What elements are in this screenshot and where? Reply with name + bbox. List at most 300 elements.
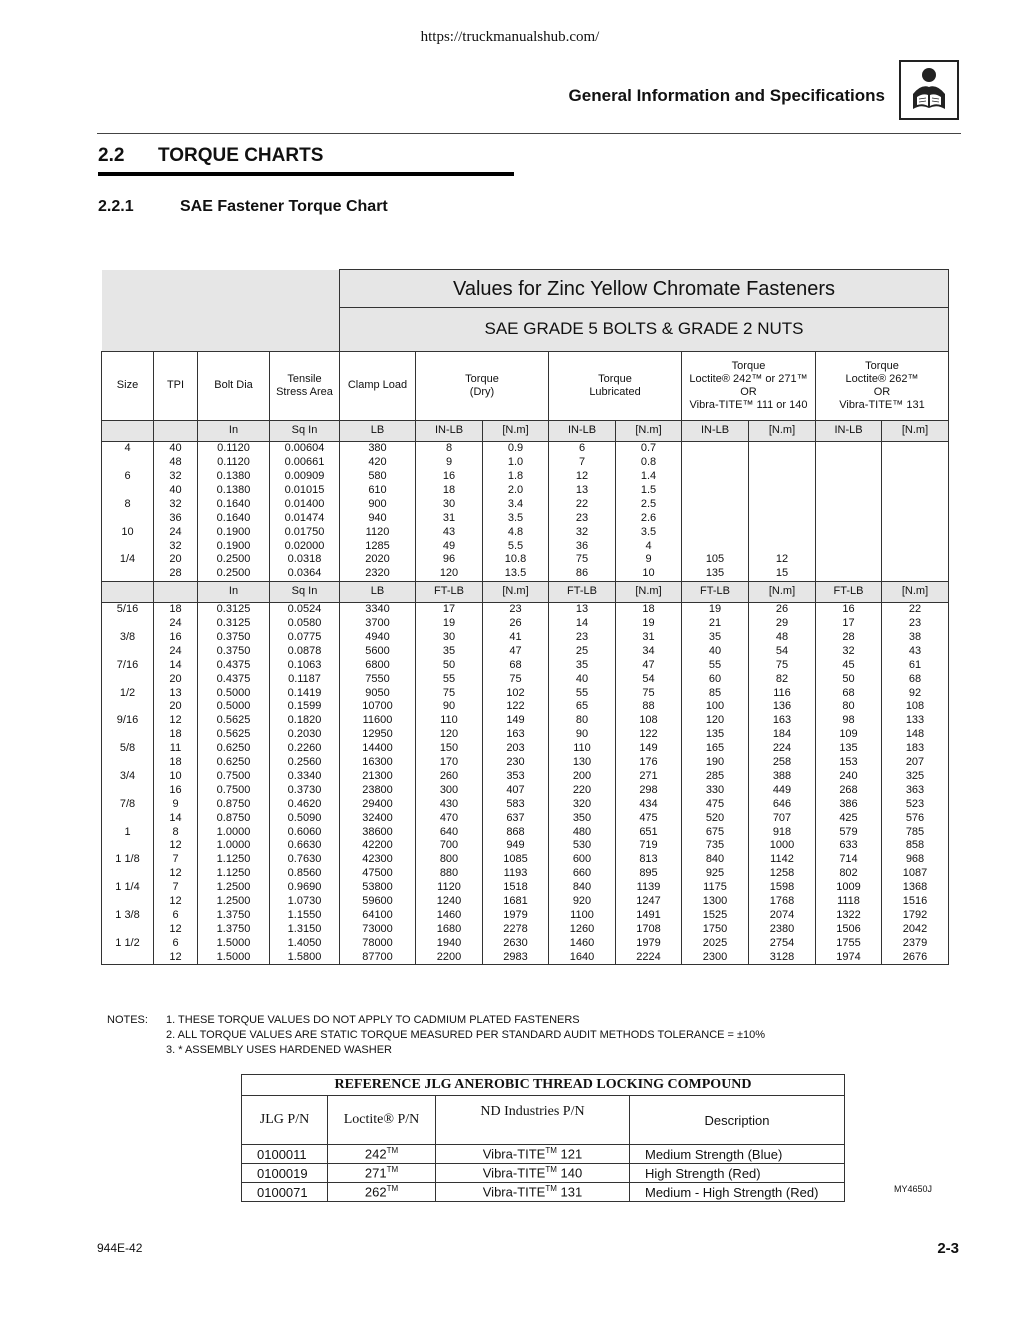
- table-cell: 0.8560: [270, 867, 340, 881]
- unit-cell: [N.m]: [483, 581, 549, 602]
- table-cell: 32: [549, 525, 616, 539]
- table-cell: 1525: [682, 909, 749, 923]
- table-cell: 220: [549, 783, 616, 797]
- table-cell: 23800: [340, 783, 416, 797]
- table-cell: 646: [749, 797, 816, 811]
- unit-cell: In: [198, 421, 270, 442]
- table-cell: 1792: [882, 909, 949, 923]
- table-cell: 120: [682, 714, 749, 728]
- table-cell: 300: [416, 783, 483, 797]
- table-cell: 918: [749, 825, 816, 839]
- table-cell: 11: [154, 742, 198, 756]
- table-cell: 10.8: [483, 553, 549, 567]
- table-cell: 110: [416, 714, 483, 728]
- table-cell: 0.00909: [270, 470, 340, 484]
- table-cell: 350: [549, 811, 616, 825]
- table-cell: 1.5000: [198, 950, 270, 964]
- table-cell: 68: [882, 672, 949, 686]
- table-cell: 15: [749, 567, 816, 581]
- table-cell: 32: [154, 498, 198, 512]
- table-cell: 13: [549, 484, 616, 498]
- table-cell: 122: [616, 728, 682, 742]
- table-cell: 640: [416, 825, 483, 839]
- table-cell: 34: [616, 645, 682, 659]
- table-cell: [102, 484, 154, 498]
- table-cell: 530: [549, 839, 616, 853]
- table-cell: 5/8: [102, 742, 154, 756]
- table-cell: 12: [154, 714, 198, 728]
- table-cell: 6: [549, 442, 616, 456]
- table-cell: 18: [154, 602, 198, 616]
- table-cell: 163: [749, 714, 816, 728]
- table-cell: 149: [616, 742, 682, 756]
- table-cell: 1240: [416, 895, 483, 909]
- table-cell: [102, 700, 154, 714]
- table-row: [102, 839, 949, 853]
- table-cell: 16300: [340, 756, 416, 770]
- note-line: 3. * ASSEMBLY USES HARDENED WASHER: [166, 1044, 392, 1056]
- table-cell: 75: [483, 672, 549, 686]
- table-cell: 0.7500: [198, 770, 270, 784]
- table-cell: 660: [549, 867, 616, 881]
- table-cell: 2676: [882, 950, 949, 964]
- unit-cell: [N.m]: [882, 421, 949, 442]
- header-divider: [97, 133, 961, 134]
- table-cell: 1142: [749, 853, 816, 867]
- table-cell: 0.0878: [270, 645, 340, 659]
- table-cell: 633: [816, 839, 882, 853]
- table-cell: 148: [882, 728, 949, 742]
- table-cell: 1 1/8: [102, 853, 154, 867]
- table-cell: 20: [154, 553, 198, 567]
- table-cell: 0.6250: [198, 756, 270, 770]
- table-cell: 1000: [749, 839, 816, 853]
- table-cell: 2300: [682, 950, 749, 964]
- table-cell: 54: [616, 672, 682, 686]
- table-cell: 18: [154, 728, 198, 742]
- ref-col-loctite-pn: Loctite® P/N: [328, 1096, 436, 1145]
- table-cell: [882, 498, 949, 512]
- table-cell: 12: [549, 470, 616, 484]
- table-cell: 268: [816, 783, 882, 797]
- table-cell: [102, 811, 154, 825]
- table-cell: 1300: [682, 895, 749, 909]
- table-cell: 258: [749, 756, 816, 770]
- table-cell: 7: [154, 853, 198, 867]
- table-cell: [882, 539, 949, 553]
- table-cell: 600: [549, 853, 616, 867]
- table-row: [102, 700, 949, 714]
- table-cell: 35: [416, 645, 483, 659]
- table-cell: 8: [154, 825, 198, 839]
- table-cell: [749, 498, 816, 512]
- unit-cell: [N.m]: [749, 581, 816, 602]
- table-cell: 2278: [483, 922, 549, 936]
- table-cell: 165: [682, 742, 749, 756]
- table-cell: 1.5800: [270, 950, 340, 964]
- table-cell: 11600: [340, 714, 416, 728]
- table-cell: 55: [682, 658, 749, 672]
- table-row: [102, 567, 949, 581]
- table-cell: [682, 539, 749, 553]
- table-cell: 18: [616, 602, 682, 616]
- unit-cell: IN-LB: [416, 421, 483, 442]
- table-cell: 122: [483, 700, 549, 714]
- table-cell: 108: [882, 700, 949, 714]
- table-cell: 0.00604: [270, 442, 340, 456]
- table-cell: 18: [154, 756, 198, 770]
- table-cell: [816, 567, 882, 581]
- table-cell: 1193: [483, 867, 549, 881]
- table-cell: [102, 645, 154, 659]
- table-cell: 1.3750: [198, 922, 270, 936]
- table-cell: 90: [549, 728, 616, 742]
- table-cell: 1460: [549, 936, 616, 950]
- table-cell: 0.0524: [270, 602, 340, 616]
- table-cell: 20: [154, 700, 198, 714]
- table-cell: 12: [154, 950, 198, 964]
- table-cell: 23: [882, 617, 949, 631]
- table-cell: 0.8: [616, 456, 682, 470]
- col-header-torque-loctite-242: Torque Loctite® 242™ or 271™ OR Vibra-TITE™ 111 or 140: [682, 352, 816, 421]
- table-cell: 285: [682, 770, 749, 784]
- table-cell: 1 1/2: [102, 936, 154, 950]
- table-cell: 23: [549, 511, 616, 525]
- table-cell: 1.1550: [270, 909, 340, 923]
- table-cell: 80: [816, 700, 882, 714]
- table-cell: 1974: [816, 950, 882, 964]
- table-cell: 1979: [616, 936, 682, 950]
- table-cell: 98: [816, 714, 882, 728]
- table-cell: 153: [816, 756, 882, 770]
- table-cell: 1.5000: [198, 936, 270, 950]
- table-cell: 0.6060: [270, 825, 340, 839]
- table-cell: 7/8: [102, 797, 154, 811]
- table-cell: 21300: [340, 770, 416, 784]
- table-cell: 207: [882, 756, 949, 770]
- table-row: [102, 797, 949, 811]
- table-cell: 1: [102, 825, 154, 839]
- table-cell: 1368: [882, 881, 949, 895]
- table-cell: 3/4: [102, 770, 154, 784]
- table-cell: 40: [154, 484, 198, 498]
- table-cell: 0.0775: [270, 631, 340, 645]
- unit-cell: [N.m]: [616, 581, 682, 602]
- table-row: [102, 853, 949, 867]
- table-cell: [816, 484, 882, 498]
- table-cell: [682, 456, 749, 470]
- table-cell: [682, 442, 749, 456]
- table-cell: 32: [154, 470, 198, 484]
- table-cell: 1640: [549, 950, 616, 964]
- table-cell: 43: [882, 645, 949, 659]
- table-cell: 0.01750: [270, 525, 340, 539]
- table-cell: 523: [882, 797, 949, 811]
- table-cell: 8: [416, 442, 483, 456]
- table-cell: [816, 442, 882, 456]
- table-cell: 47500: [340, 867, 416, 881]
- table-cell: 20: [154, 672, 198, 686]
- table-cell: 54: [749, 645, 816, 659]
- table-cell: 579: [816, 825, 882, 839]
- table-cell: 130: [549, 756, 616, 770]
- table-cell: 32400: [340, 811, 416, 825]
- section-underline: [98, 172, 514, 176]
- table-cell: 610: [340, 484, 416, 498]
- table-cell: 6: [154, 909, 198, 923]
- col-header-tensile: Tensile Stress Area: [270, 352, 340, 421]
- table-cell: 1.0000: [198, 825, 270, 839]
- table-cell: 9: [154, 797, 198, 811]
- table-cell: 3.5: [616, 525, 682, 539]
- table-cell: 133: [882, 714, 949, 728]
- table-cell: 24: [154, 525, 198, 539]
- table-cell: 4: [102, 442, 154, 456]
- table-cell: 42200: [340, 839, 416, 853]
- table-cell: 29400: [340, 797, 416, 811]
- table-cell: 475: [682, 797, 749, 811]
- table-cell: 1491: [616, 909, 682, 923]
- table-cell: 0.2030: [270, 728, 340, 742]
- table-row: [102, 811, 949, 825]
- table-cell: 0.5000: [198, 686, 270, 700]
- table-cell: 840: [549, 881, 616, 895]
- table-cell: 109: [816, 728, 882, 742]
- table-row: [102, 783, 949, 797]
- table-row: [102, 498, 949, 512]
- table-cell: 920: [549, 895, 616, 909]
- footer-doc-number: 944E-42: [97, 1241, 143, 1255]
- table-cell: 10: [154, 770, 198, 784]
- table-cell: 135: [682, 567, 749, 581]
- table-cell: 12950: [340, 728, 416, 742]
- ref-row: 0100071 262™ Vibra-TITE™ 131 Medium - High Strength (Red): [242, 1183, 845, 1202]
- table-cell: 3.5: [483, 511, 549, 525]
- table-cell: [102, 672, 154, 686]
- table-cell: 75: [549, 553, 616, 567]
- table-cell: 0.1120: [198, 456, 270, 470]
- table-cell: 120: [416, 567, 483, 581]
- col-header-torque-dry: Torque (Dry): [416, 352, 549, 421]
- table-cell: [749, 484, 816, 498]
- units-row-large: [102, 581, 949, 602]
- table-cell: 176: [616, 756, 682, 770]
- table-cell: 0.02000: [270, 539, 340, 553]
- table-cell: 64100: [340, 909, 416, 923]
- table-cell: 2224: [616, 950, 682, 964]
- table-cell: [816, 470, 882, 484]
- table-cell: 75: [749, 658, 816, 672]
- table-cell: 4.8: [483, 525, 549, 539]
- source-url[interactable]: https://truckmanualshub.com/: [420, 29, 600, 45]
- table-row: [102, 672, 949, 686]
- table-cell: 96: [416, 553, 483, 567]
- table-cell: [882, 525, 949, 539]
- table-row: [102, 553, 949, 567]
- subsection-title: SAE Fastener Torque Chart: [180, 198, 388, 215]
- table-cell: 353: [483, 770, 549, 784]
- table-cell: 68: [816, 686, 882, 700]
- table-cell: 900: [340, 498, 416, 512]
- table-cell: 5/16: [102, 602, 154, 616]
- table-cell: 224: [749, 742, 816, 756]
- table-cell: 785: [882, 825, 949, 839]
- col-header-size: Size: [102, 352, 154, 421]
- table-cell: 163: [483, 728, 549, 742]
- chapter-header-title: General Information and Specifications: [568, 86, 885, 105]
- table-banner-subtitle: SAE GRADE 5 BOLTS & GRADE 2 NUTS: [340, 308, 949, 352]
- table-cell: 43: [416, 525, 483, 539]
- table-cell: 714: [816, 853, 882, 867]
- table-row: [102, 867, 949, 881]
- table-cell: 0.0364: [270, 567, 340, 581]
- table-cell: 2754: [749, 936, 816, 950]
- table-cell: 0.1063: [270, 658, 340, 672]
- table-cell: 73000: [340, 922, 416, 936]
- table-cell: [816, 498, 882, 512]
- table-cell: 940: [340, 511, 416, 525]
- unit-cell: IN-LB: [549, 421, 616, 442]
- table-cell: 170: [416, 756, 483, 770]
- table-cell: [749, 525, 816, 539]
- table-cell: [816, 525, 882, 539]
- table-cell: 19: [416, 617, 483, 631]
- table-cell: 1.8: [483, 470, 549, 484]
- table-cell: 0.00661: [270, 456, 340, 470]
- table-cell: 22: [882, 602, 949, 616]
- table-row: [102, 714, 949, 728]
- table-cell: 363: [882, 783, 949, 797]
- table-cell: 0.7: [616, 442, 682, 456]
- table-cell: 0.0580: [270, 617, 340, 631]
- table-cell: 28: [816, 631, 882, 645]
- table-cell: [882, 442, 949, 456]
- table-row: [102, 922, 949, 936]
- units-row-small: [102, 421, 949, 442]
- table-cell: 7/16: [102, 658, 154, 672]
- table-cell: 925: [682, 867, 749, 881]
- section-title: TORQUE CHARTS: [158, 145, 324, 166]
- table-cell: 42300: [340, 853, 416, 867]
- table-cell: 32: [816, 645, 882, 659]
- table-cell: 12: [749, 553, 816, 567]
- table-cell: 50: [416, 658, 483, 672]
- table-cell: 0.3750: [198, 645, 270, 659]
- unit-cell: LB: [340, 421, 416, 442]
- table-cell: 92: [882, 686, 949, 700]
- table-cell: 895: [616, 867, 682, 881]
- table-cell: 1598: [749, 881, 816, 895]
- table-cell: 0.0318: [270, 553, 340, 567]
- table-cell: 0.1120: [198, 442, 270, 456]
- table-cell: 35: [682, 631, 749, 645]
- table-cell: [102, 756, 154, 770]
- unit-cell: LB: [340, 581, 416, 602]
- table-cell: 55: [416, 672, 483, 686]
- table-cell: 1247: [616, 895, 682, 909]
- table-cell: 0.2260: [270, 742, 340, 756]
- table-cell: 1100: [549, 909, 616, 923]
- table-cell: 24: [154, 617, 198, 631]
- table-cell: 1516: [882, 895, 949, 909]
- table-cell: 0.8750: [198, 811, 270, 825]
- unit-cell: Sq In: [270, 421, 340, 442]
- notes-block: [107, 1013, 765, 1058]
- table-cell: 240: [816, 770, 882, 784]
- table-cell: 1/2: [102, 686, 154, 700]
- table-cell: 1258: [749, 867, 816, 881]
- table-row: [102, 825, 949, 839]
- table-cell: 2.6: [616, 511, 682, 525]
- table-cell: 425: [816, 811, 882, 825]
- table-cell: [102, 728, 154, 742]
- table-row: [102, 511, 949, 525]
- col-header-tpi: TPI: [154, 352, 198, 421]
- table-cell: 0.3730: [270, 783, 340, 797]
- table-cell: 1139: [616, 881, 682, 895]
- table-cell: 0.1640: [198, 498, 270, 512]
- table-cell: 24: [154, 645, 198, 659]
- table-cell: 16: [416, 470, 483, 484]
- table-cell: 12: [154, 839, 198, 853]
- table-cell: 2200: [416, 950, 483, 964]
- table-cell: 271: [616, 770, 682, 784]
- table-cell: 7: [549, 456, 616, 470]
- table-cell: 0.9690: [270, 881, 340, 895]
- table-cell: 68: [483, 658, 549, 672]
- table-cell: 407: [483, 783, 549, 797]
- table-cell: 45: [816, 658, 882, 672]
- table-cell: 1322: [816, 909, 882, 923]
- table-cell: 2630: [483, 936, 549, 950]
- table-cell: 6: [102, 470, 154, 484]
- table-cell: 0.1900: [198, 525, 270, 539]
- table-cell: 10: [102, 525, 154, 539]
- table-cell: 0.2560: [270, 756, 340, 770]
- table-cell: 802: [816, 867, 882, 881]
- table-cell: 78000: [340, 936, 416, 950]
- table-cell: 840: [682, 853, 749, 867]
- table-cell: 32: [154, 539, 198, 553]
- ref-row: 0100011 242™ Vibra-TITE™ 121 Medium Strength (Blue): [242, 1145, 845, 1164]
- table-cell: 0.1640: [198, 511, 270, 525]
- unit-cell: FT-LB: [549, 581, 616, 602]
- table-cell: 0.6250: [198, 742, 270, 756]
- table-banner-title: Values for Zinc Yellow Chromate Fasteners: [340, 270, 949, 308]
- table-cell: 2320: [340, 567, 416, 581]
- table-cell: 0.3125: [198, 617, 270, 631]
- table-cell: 1285: [340, 539, 416, 553]
- table-cell: [102, 617, 154, 631]
- table-cell: [749, 539, 816, 553]
- table-cell: [882, 567, 949, 581]
- table-cell: 0.7630: [270, 853, 340, 867]
- col-header-bolt-dia: Bolt Dia: [198, 352, 270, 421]
- table-cell: 1 1/4: [102, 881, 154, 895]
- table-cell: 420: [340, 456, 416, 470]
- table-cell: 1120: [340, 525, 416, 539]
- table-cell: 1.1250: [198, 867, 270, 881]
- table-cell: 18: [416, 484, 483, 498]
- table-cell: [882, 470, 949, 484]
- unit-cell: FT-LB: [416, 581, 483, 602]
- table-cell: [749, 442, 816, 456]
- table-cell: 0.8750: [198, 797, 270, 811]
- table-cell: [102, 511, 154, 525]
- table-cell: 0.1900: [198, 539, 270, 553]
- table-cell: 1979: [483, 909, 549, 923]
- col-header-torque-lubricated: Torque Lubricated: [549, 352, 682, 421]
